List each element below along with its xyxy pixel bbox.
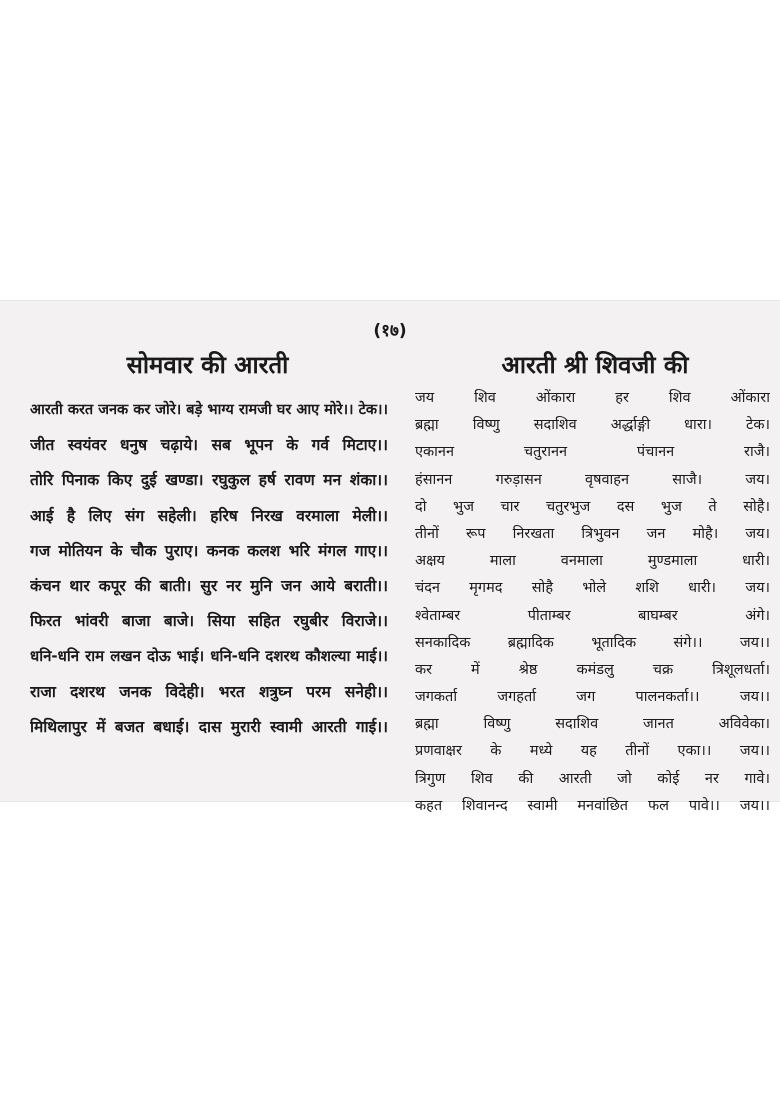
verse-line: चंदन मृगमद सोहै भोले शशि धारी। जय। [415, 580, 770, 597]
verse-line: श्वेताम्बर पीताम्बर बाघम्बर अंगे। [415, 607, 770, 624]
verse-line: ब्रह्मा विष्णु सदाशिव जानत अविवेका। [415, 716, 770, 733]
right-title: आरती श्री शिवजी की [501, 351, 689, 379]
verse-line: कहत शिवानन्द स्वामी मनवांछित फल पावे।। जय।। [415, 797, 770, 814]
verse-line: कर में श्रेष्ठ कमंडलु चक्र त्रिशूलधर्ता। [415, 661, 770, 678]
verse-line: तोरि पिनाक किए दुई खण्डा। रघुकुल हर्ष रावण मन शंका।। [30, 471, 388, 490]
page-number: (१७) [373, 321, 407, 341]
verse-line: आई है लिए संग सहेली। हरिष निरख वरमाला मेली।। [30, 506, 388, 525]
verse-line: त्रिगुण शिव की आरती जो कोई नर गावे। [415, 770, 770, 787]
verse-line: सनकादिक ब्रह्मादिक भूतादिक संगे।। जय।। [415, 634, 770, 651]
verse-line: ब्रह्मा विष्णु सदाशिव अर्द्धाङ्गी धारा। टेक। [415, 417, 770, 434]
verse-line: जय शिव ओंकारा हर शिव ओंकारा [415, 390, 770, 406]
left-title: सोमवार की आरती [126, 351, 289, 379]
verse-line: मिथिलापुर में बजत बधाई। दास मुरारी स्वामी आरती गाई।। [30, 717, 388, 736]
verse-line: राजा दशरथ जनक विदेही। भरत शत्रुघ्न परम सनेही।। [30, 682, 388, 701]
verse-line: प्रणवाक्षर के मध्ये यह तीनों एका।। जय।। [415, 743, 770, 760]
verse-line: दो भुज चार चतुरभुज दस भुज ते सोहै। [415, 498, 770, 515]
shivji-aarti-text [415, 385, 770, 820]
verse-line: जगकर्ता जगहर्ता जग पालनकर्ता।। जय।। [415, 689, 770, 706]
verse-line: हंसानन गरुड़ासन वृषवाहन साजै। जय। [415, 471, 770, 488]
verse-line: तीनों रूप निरखता त्रिभुवन जन मोहै। जय। [415, 525, 770, 542]
verse-line: गज मोतियन के चौक पुराए। कनक कलश भरि मंगल गाए।। [30, 541, 388, 560]
verse-line: जीत स्वयंवर धनुष चढ़ाये। सब भूपन के गर्व मिटाए।। [30, 436, 388, 455]
somvar-aarti-text [30, 395, 388, 747]
verse-line: एकानन चतुरानन पंचानन राजै। [415, 444, 770, 461]
verse-line: फिरत भांवरी बाजा बाजे। सिया सहित रघुबीर विराजे।। [30, 612, 388, 631]
verse-line: कंचन थार कपूर की बाती। सुर नर मुनि जन आये बराती।। [30, 576, 388, 595]
verse-line: धनि-धनि राम लखन दोऊ भाई। धनि-धनि दशरथ कौशल्या माई।। [30, 647, 388, 666]
verse-line: अक्षय माला वनमाला मुण्डमाला धारी। [415, 553, 770, 570]
verse-line: आरती करत जनक कर जोरे। बड़े भाग्य रामजी घर आए मोरे।। टेक।। [30, 402, 388, 418]
